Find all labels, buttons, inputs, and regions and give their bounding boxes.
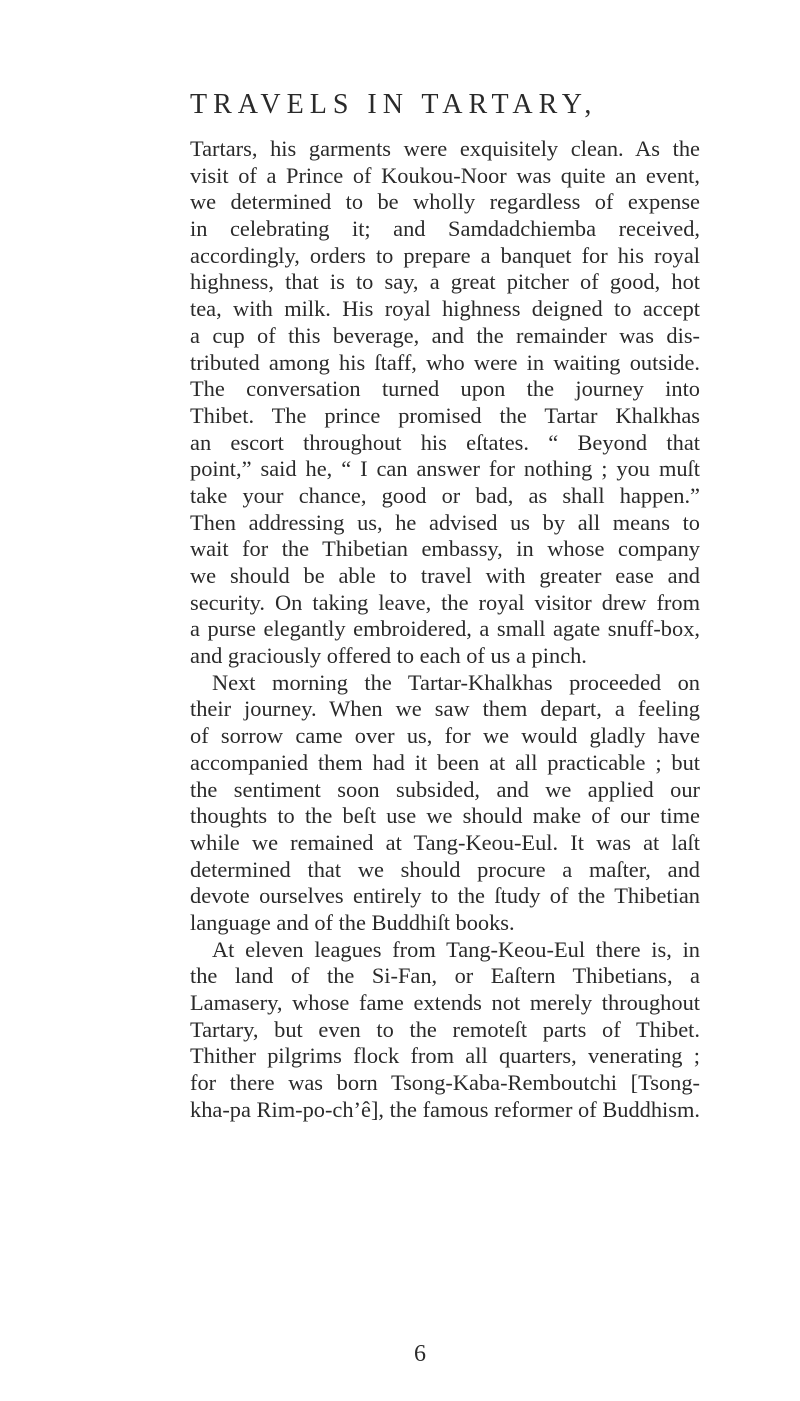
text-line: devote ourselves entirely to the ſtudy of the Thibetian bbox=[190, 883, 700, 909]
text-line: Tartars, his garments were exquisitely clean. As the bbox=[190, 136, 700, 161]
text-line: in celebrating it; and Samdadchiemba received, bbox=[190, 216, 700, 242]
text-line: Lamasery, whose fame extends not merely throughout bbox=[190, 990, 700, 1015]
text-line: while we remained at Tang-Keou-Eul. It was at laſt bbox=[190, 829, 700, 855]
running-head: TRAVELS IN TARTARY, bbox=[190, 89, 598, 120]
text-line: Then addressing us, he advised us by all means to bbox=[190, 509, 700, 535]
text-line: tributed among his ſtaff, who were in waiting outside. bbox=[190, 349, 700, 375]
text-line: we should be able to travel with greater ease and bbox=[190, 563, 700, 588]
text-line: security. On taking leave, the royal visitor drew from bbox=[190, 589, 700, 615]
text-line: visit of a Prince of Koukou-Noor was quite an event, bbox=[190, 162, 700, 188]
text-line: kha-pa Rim-po-ch’ê], the famous reformer of Buddhism. bbox=[190, 1096, 700, 1122]
text-line: a cup of this beverage, and the remainder was dis- bbox=[190, 322, 700, 348]
text-line: accompanied them had it been at all practicable ; but bbox=[190, 749, 700, 775]
text-line: their journey. When we saw them depart, a feeling bbox=[190, 696, 700, 722]
text-line: accordingly, orders to prepare a banquet for his royal bbox=[190, 242, 700, 268]
text-line: Thither pilgrims flock from all quarters, venerating ; bbox=[190, 1043, 700, 1069]
text-line: Thibet. The prince promised the Tartar Khalkhas bbox=[190, 402, 700, 428]
text-line: for there was born Tsong-Kaba-Remboutchi [Tsong- bbox=[190, 1070, 700, 1096]
text-line: the sentiment soon subsided, and we applied our bbox=[190, 776, 700, 802]
text-line: language and of the Buddhiſt books. bbox=[190, 909, 515, 935]
paragraph-start-line: Next morning the Tartar-Khalkhas proceeded on bbox=[212, 669, 700, 695]
text-line: tea, with milk. His royal highness deigned to accept bbox=[190, 296, 700, 322]
text-line: of sorrow came over us, for we would gladly have bbox=[190, 723, 700, 749]
paragraph-start-line: At eleven leagues from Tang-Keou-Eul there is, in bbox=[212, 936, 700, 962]
text-line: highness, that is to say, a great pitcher of good, hot bbox=[190, 269, 700, 295]
text-line: wait for the Thibetian embassy, in whose company bbox=[190, 536, 700, 562]
text-line: The conversation turned upon the journey into bbox=[190, 376, 700, 402]
text-line: a purse elegantly embroidered, a small agate snuff-box, bbox=[190, 616, 700, 642]
text-line: an escort throughout his eſtates. “ Beyond that bbox=[190, 429, 700, 455]
text-line: we determined to be wholly regardless of expense bbox=[190, 189, 700, 215]
text-line: determined that we should procure a maſter, and bbox=[190, 856, 700, 882]
text-line: thoughts to the beſt use we should make of our time bbox=[190, 803, 700, 829]
text-line: point,” said he, “ I can answer for nothing ; you muſt bbox=[190, 456, 700, 482]
text-line: Tartary, but even to the remoteſt parts of Thibet. bbox=[190, 1016, 700, 1042]
body-text bbox=[190, 136, 700, 1123]
text-line: the land of the Si-Fan, or Eaſtern Thibetians, a bbox=[190, 963, 700, 989]
page-number: 6 bbox=[414, 1341, 426, 1367]
text-line: and graciously offered to each of us a pinch. bbox=[190, 643, 587, 669]
text-line: take your chance, good or bad, as shall happen.” bbox=[190, 482, 700, 508]
